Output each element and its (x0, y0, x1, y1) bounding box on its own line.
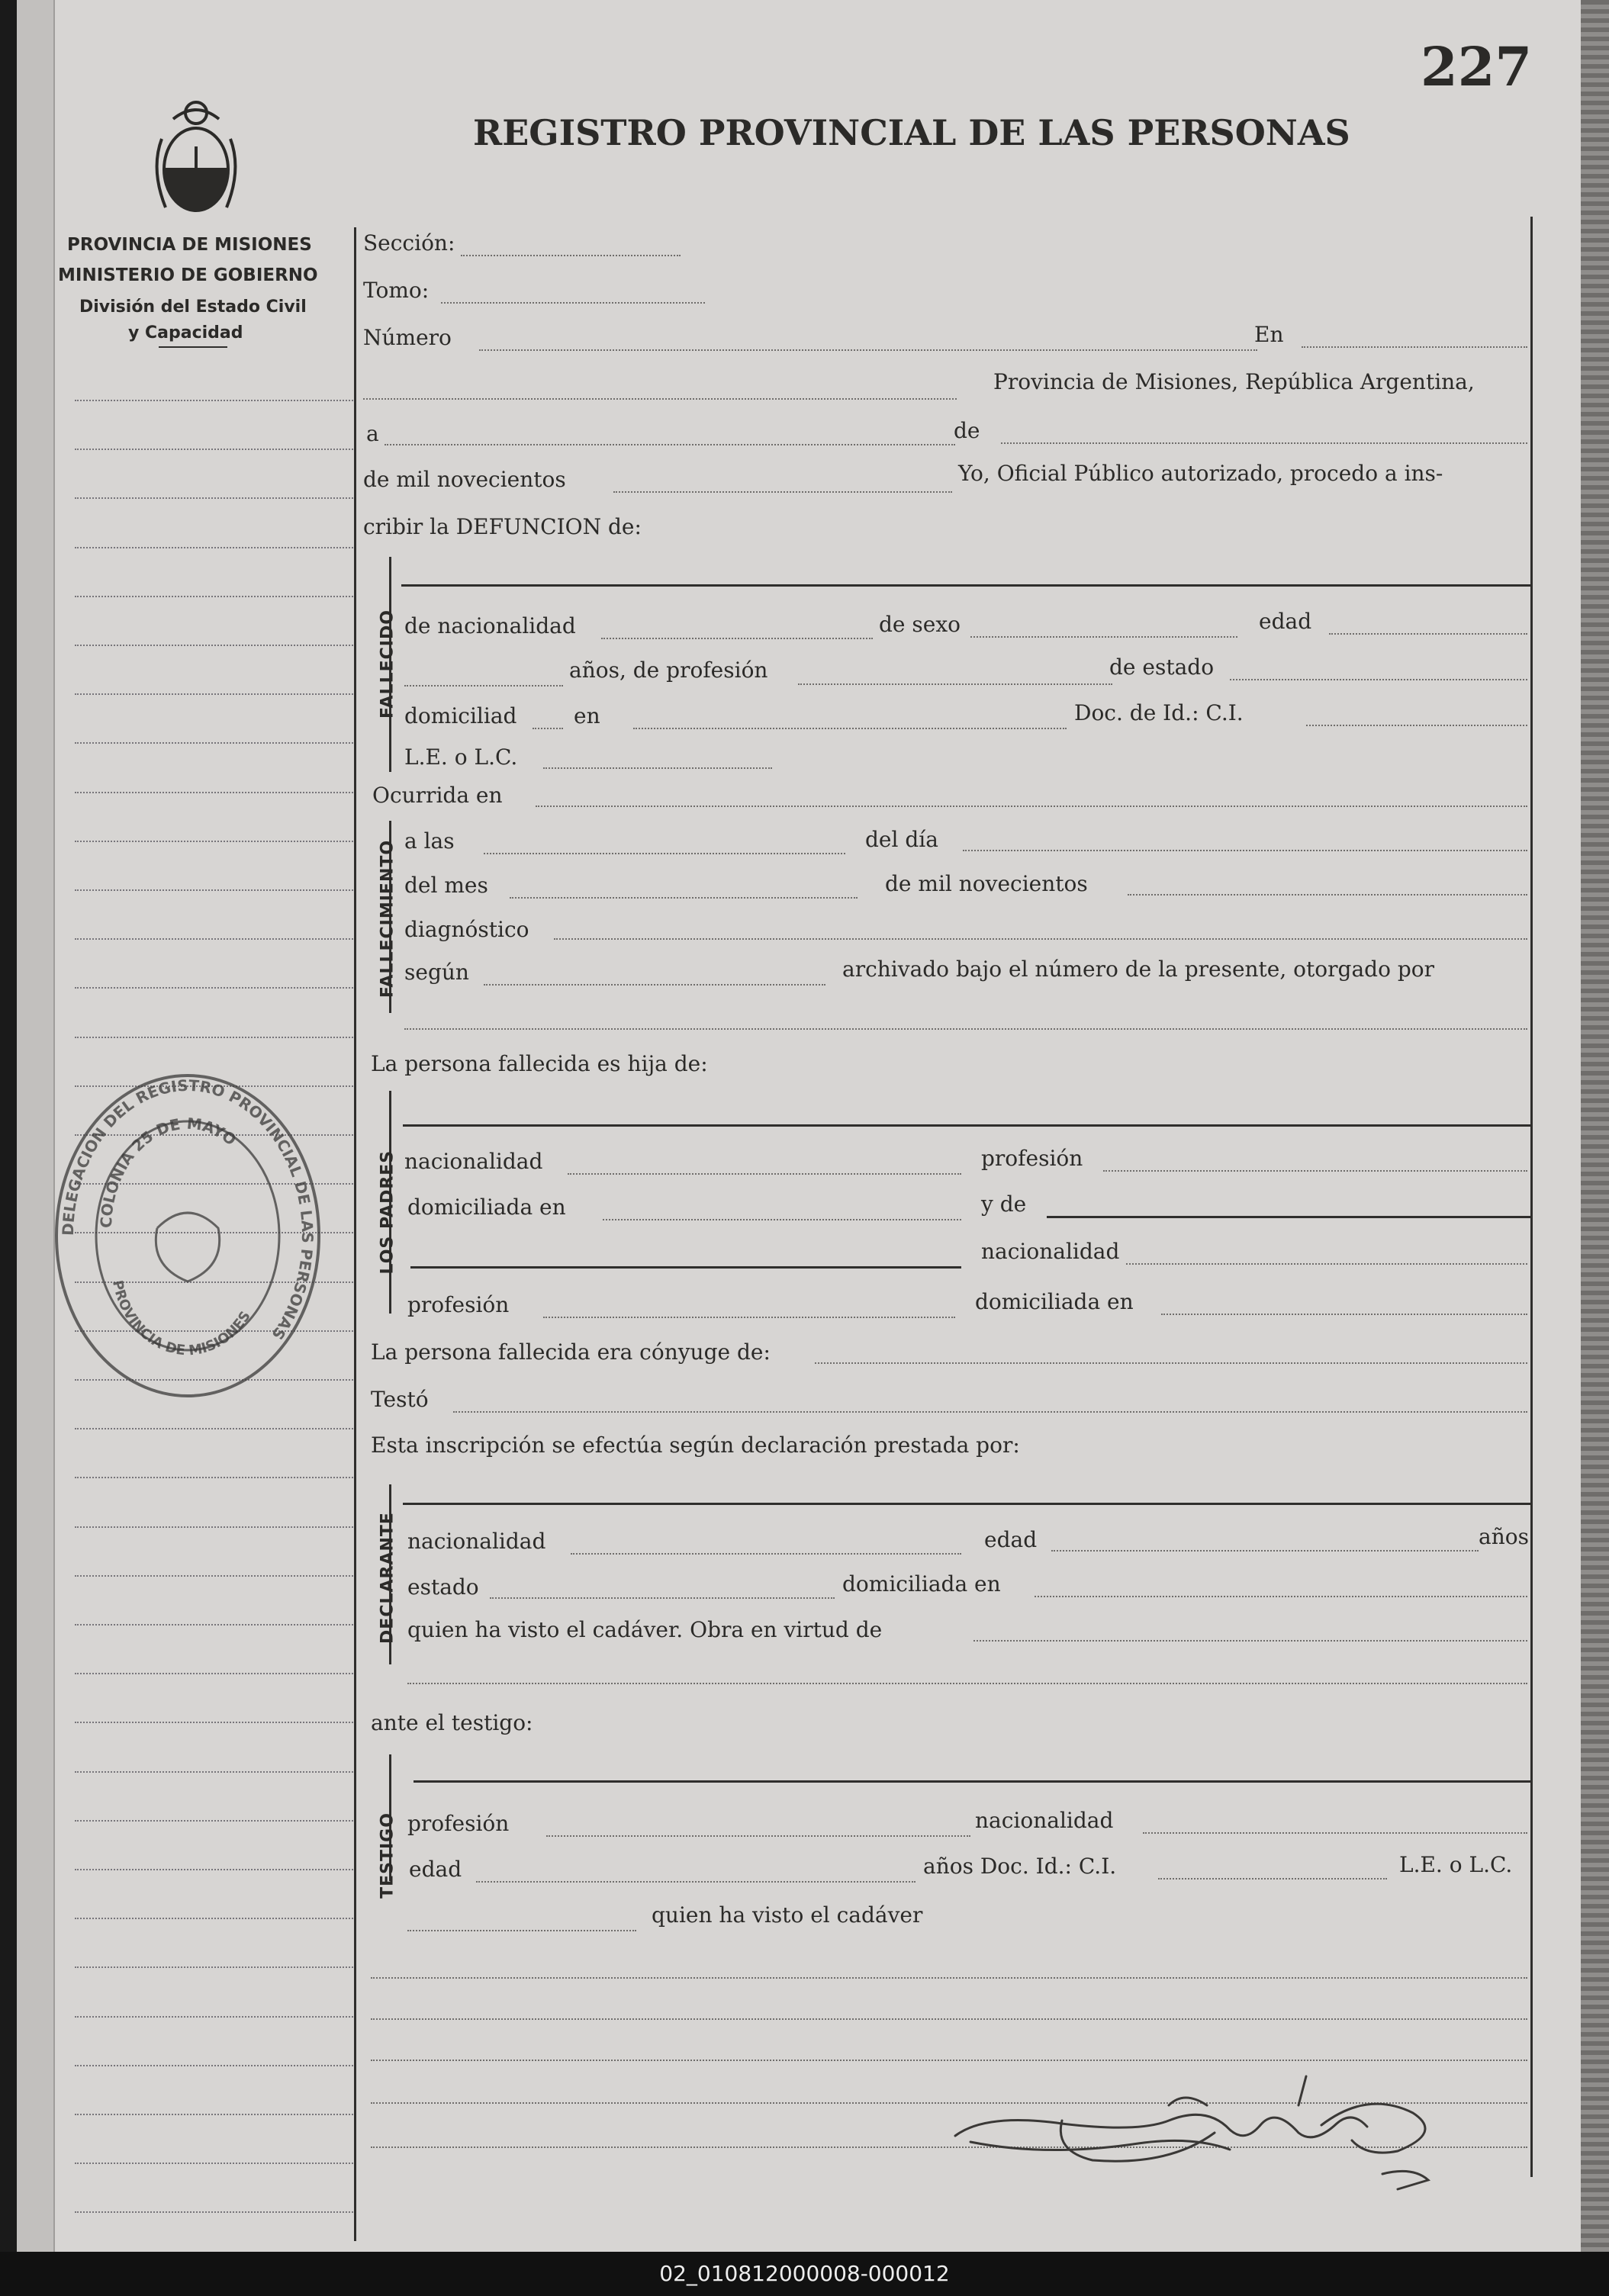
stamp-inner-text: COLONIA 25 DE MAYO (96, 1114, 240, 1229)
testigo-le-lc-label: L.E. o L.C. (1399, 1852, 1513, 1877)
fallecido-estado-field[interactable] (1230, 679, 1527, 680)
testigo-nombre-field[interactable] (414, 1780, 1530, 1783)
fallecido-ci-field[interactable] (1306, 725, 1527, 726)
seccion-label: Sección: (363, 230, 455, 256)
conyuge-field[interactable] (815, 1362, 1527, 1364)
margin-line (75, 1966, 356, 1968)
fallecido-profesion-field[interactable] (798, 683, 1112, 685)
madre-profesion-field[interactable] (543, 1317, 955, 1318)
fallecido-profesion-label: años, de profesión (569, 658, 768, 683)
declarante-virtud-field[interactable] (973, 1640, 1527, 1642)
margin-line (75, 1722, 356, 1723)
testigo-nacionalidad-label: nacionalidad (975, 1808, 1114, 1833)
authority-line-1: PROVINCIA DE MISIONES (67, 235, 312, 255)
ocurrida-en-label: Ocurrida en (372, 783, 503, 808)
file-id: 02_010812000008-000012 (659, 2261, 950, 2286)
margin-line (75, 889, 356, 891)
fallecido-anos-field[interactable] (404, 685, 563, 687)
archivado-text: archivado bajo el número de la presente, otorgado por (842, 957, 1434, 982)
padre-domicilio-label: domiciliada en (407, 1195, 566, 1220)
margin-line (75, 693, 356, 695)
authority-line-2: MINISTERIO DE GOBIERNO (58, 265, 318, 285)
declarante-nombre-field[interactable] (403, 1503, 1530, 1505)
declarante-virtud-text: quien ha visto el cadáver. Obra en virtud de (407, 1617, 883, 1642)
diagnostico-label: diagnóstico (404, 917, 529, 942)
testigo-profesion-label: profesión (407, 1811, 510, 1836)
conyuge-label: La persona fallecida era cónyuge de: (371, 1339, 771, 1365)
authority-line-4: y Capacidad (128, 323, 243, 342)
padre-domicilio-field[interactable] (603, 1219, 961, 1220)
fallecido-doc-label: Doc. de Id.: C.I. (1074, 700, 1244, 725)
a-las-field[interactable] (484, 853, 845, 854)
en-label: En (1254, 322, 1284, 347)
fallecido-edad-label: edad (1259, 609, 1312, 634)
padre-nacionalidad-field[interactable] (568, 1173, 961, 1175)
y-de-label: y de (981, 1191, 1027, 1217)
page-title: REGISTRO PROVINCIAL DE LAS PERSONAS (473, 112, 1350, 153)
testigo-nacionalidad-field[interactable] (1143, 1832, 1527, 1834)
fallecido-nacionalidad-field[interactable] (601, 638, 873, 639)
declarante-nacionalidad-field[interactable] (571, 1553, 961, 1555)
testigo-profesion-field[interactable] (546, 1835, 970, 1837)
segun-field[interactable] (484, 984, 825, 986)
margin-line (75, 792, 356, 793)
yo-oficial-text: Yo, Oficial Público autorizado, procedo a ins- (958, 461, 1443, 486)
margin-line (75, 1624, 356, 1626)
margin-line (75, 2211, 356, 2213)
signature (940, 2060, 1459, 2197)
del-mes-field[interactable] (510, 897, 858, 899)
margin-line (75, 742, 356, 744)
numero-label: Número (363, 325, 452, 350)
year-field[interactable] (613, 491, 952, 493)
seccion-field[interactable] (461, 255, 681, 256)
declarante-domicilio-label: domiciliada en (842, 1571, 1001, 1597)
testigo-doc-label: años Doc. Id.: C.I. (923, 1854, 1117, 1879)
margin-line (75, 1428, 356, 1429)
registry-number: 227 (1421, 35, 1533, 98)
margin-line (75, 596, 356, 597)
fallecido-domiciliad-label: domiciliad (404, 703, 517, 728)
padre-profesion-field[interactable] (1103, 1170, 1527, 1172)
testo-field[interactable] (453, 1411, 1527, 1413)
madre-nombre-field-cont[interactable] (410, 1266, 961, 1269)
blank-line[interactable] (371, 1977, 1527, 1979)
hija-de-label: La persona fallecida es hija de: (371, 1051, 708, 1076)
padre-profesion-label: profesión (981, 1146, 1083, 1171)
madre-domicilio-field[interactable] (1161, 1314, 1527, 1315)
en-field[interactable] (1302, 346, 1527, 348)
de-label: de (954, 418, 980, 443)
svg-text:COLONIA 25 DE MAYO (97, 1114, 240, 1228)
madre-nacionalidad-field[interactable] (1126, 1263, 1527, 1265)
margin-line (75, 1918, 356, 1919)
svg-text:PROVINCIA DE MISIONES (109, 1279, 254, 1359)
margin-line (75, 938, 356, 940)
fallecido-sexo-field[interactable] (970, 636, 1237, 638)
a-las-label: a las (404, 828, 455, 854)
document-page (17, 0, 1581, 2252)
fallecido-sexo-label: de sexo (879, 612, 961, 637)
madre-nombre-field[interactable] (1047, 1216, 1530, 1218)
fallecido-edad-field[interactable] (1329, 633, 1527, 635)
madre-domicilio-label: domiciliada en (975, 1289, 1134, 1314)
inscribir-text: cribir la DEFUNCION de: (363, 514, 642, 539)
testigo-edad-field[interactable] (476, 1881, 916, 1883)
otorgado-field[interactable] (404, 1028, 1527, 1030)
padres-section-label: LOS PADRES (378, 1150, 397, 1275)
provincia-text: Provincia de Misiones, República Argentina, (993, 369, 1475, 394)
del-mes-label: del mes (404, 873, 488, 898)
padre-nacionalidad-label: nacionalidad (404, 1149, 543, 1174)
ocurrida-en-field[interactable] (536, 806, 1527, 807)
fallecido-estado-label: de estado (1109, 654, 1215, 680)
del-dia-label: del día (865, 827, 938, 852)
margin-line (75, 2114, 356, 2115)
declarante-estado-field[interactable] (490, 1597, 835, 1599)
file-id-bar (0, 2252, 1609, 2296)
fallecimiento-section-label: FALLECIMIENTO (378, 839, 397, 998)
margin-line (75, 1820, 356, 1822)
margin-line (75, 547, 356, 548)
margin-line (75, 645, 356, 646)
declaracion-text: Esta inscripción se efectúa según declaración prestada por: (371, 1433, 1020, 1458)
fallecido-nacionalidad-label: de nacionalidad (404, 613, 576, 638)
declarante-edad-label: edad (984, 1527, 1038, 1552)
coat-of-arms-icon (146, 93, 246, 223)
day-field[interactable] (385, 444, 955, 445)
numero-field[interactable] (479, 349, 1257, 351)
margin-line (75, 1575, 356, 1577)
margin-line (75, 2016, 356, 2018)
stamp-bottom-text: PROVINCIA DE MISIONES (108, 1278, 254, 1359)
padre-nombre-field[interactable] (403, 1124, 1530, 1127)
testigo-le-lc-field[interactable] (407, 1930, 636, 1931)
margin-line (75, 400, 356, 401)
fallecido-le-lc-field[interactable] (543, 767, 772, 769)
margin-line (75, 2065, 356, 2066)
a-label: a (366, 421, 379, 446)
stamp-outer-text: DELEGACION DEL REGISTRO PROVINCIAL DE LAS PERSONAS (58, 1076, 317, 1343)
ante-testigo-label: ante el testigo: (371, 1710, 533, 1735)
authority-line-3: División del Estado Civil (79, 297, 307, 317)
declarante-estado-label: estado (407, 1574, 479, 1600)
margin-line (75, 1771, 356, 1773)
del-dia-field[interactable] (963, 850, 1527, 851)
margin-line (75, 1477, 356, 1478)
testo-label: Testó (371, 1387, 429, 1412)
main-right-rule (1530, 217, 1533, 2177)
declarante-edad-field[interactable] (1051, 1550, 1479, 1552)
margin-line (75, 1037, 356, 1038)
fallecido-en-label: en (574, 703, 600, 728)
margin-line (75, 1869, 356, 1870)
segun-label: según (404, 960, 469, 985)
testigo-section-label: TESTIGO (378, 1812, 397, 1899)
margin-line (75, 1526, 356, 1528)
blank-line[interactable] (371, 2018, 1527, 2020)
margin-line (75, 2163, 356, 2164)
margin-line (75, 449, 356, 450)
fallecido-name-field[interactable] (401, 584, 1530, 587)
madre-nacionalidad-label: nacionalidad (981, 1239, 1120, 1264)
de-mil-2-label: de mil novecientos (885, 871, 1088, 896)
fallecido-section-label: FALLECIDO (378, 609, 397, 719)
fallecido-domicilio-field[interactable] (633, 728, 1067, 729)
declarante-nacionalidad-label: nacionalidad (407, 1529, 546, 1554)
de-mil-2-field[interactable] (1128, 894, 1527, 896)
declarante-anos-label: años (1479, 1524, 1529, 1549)
declarante-section-label: DECLARANTE (378, 1512, 397, 1644)
diagnostico-field[interactable] (554, 938, 1527, 940)
margin-line (75, 987, 356, 989)
official-stamp (43, 1053, 333, 1419)
declarante-domicilio-field[interactable] (1035, 1596, 1527, 1597)
de-mil-label: de mil novecientos (363, 467, 566, 492)
madre-profesion-label: profesión (407, 1292, 510, 1317)
testigo-cadaver-text: quien ha visto el cadáver (652, 1902, 923, 1928)
right-binding-edge (1581, 0, 1609, 2252)
testigo-edad-label: edad (409, 1857, 462, 1882)
fallecido-le-lc-label: L.E. o L.C. (404, 744, 518, 770)
main-left-rule (354, 227, 356, 2241)
margin-line (75, 841, 356, 842)
testigo-ci-field[interactable] (1158, 1878, 1387, 1880)
tomo-field[interactable] (441, 302, 705, 304)
month-field[interactable] (1001, 442, 1527, 444)
place-field[interactable] (363, 398, 957, 400)
margin-line (75, 1673, 356, 1674)
tomo-label: Tomo: (363, 278, 430, 303)
margin-line (75, 497, 356, 499)
